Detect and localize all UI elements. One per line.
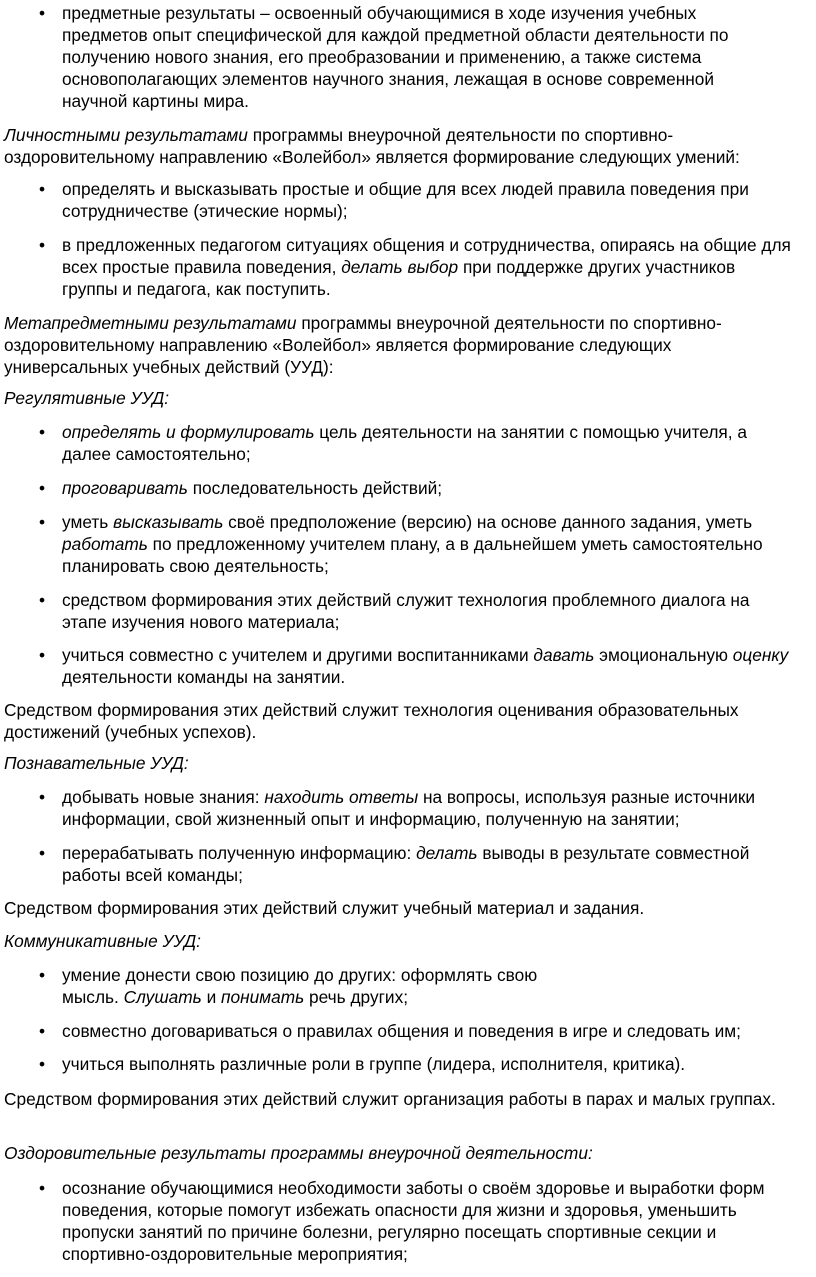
list-item-text: при поддержке других участников группы и педагога, как поступить. bbox=[62, 257, 736, 299]
heading-regulatory: Регулятивные УУД: bbox=[4, 388, 170, 408]
bullet-icon: • bbox=[38, 1021, 46, 1041]
bullet-icon: • bbox=[38, 512, 46, 532]
list-item-text: в предложенных педагогом ситуациях общения и сотрудничества, опираясь на общие для всех простые правила поведения, bbox=[62, 235, 791, 277]
paragraph-personal-results bbox=[4, 124, 794, 168]
emphasis-text: Метапредметными результатами bbox=[4, 313, 297, 333]
bullet-list-cognitive-2 bbox=[4, 842, 794, 886]
emphasis-text: давать bbox=[533, 645, 595, 665]
bullet-icon: • bbox=[38, 3, 46, 23]
list-item-text: добывать новые знания: bbox=[62, 787, 265, 807]
paragraph-regulatory-means: Средством формирования этих действий служит технология оценивания образовательных достижений (учебных успехов). bbox=[4, 700, 739, 742]
list-item bbox=[4, 786, 794, 830]
emphasis-text: оценку bbox=[732, 645, 789, 665]
list-item-text: осознание обучающимися необходимости заботы о своём здоровье и выработки форм поведения, которые помогут избежать опасности для жизни и здоровья, уменьшить пропуски занятий по причине болезни, регулярно посещать спортивные секции и спортивно-оздоровительные мероприятия; bbox=[62, 1178, 765, 1264]
list-item-text: своё предположение (версию) на основе данного задания, уметь bbox=[223, 512, 753, 532]
list-item-text: учиться выполнять различные роли в группе (лидера, исполнителя, критика). bbox=[62, 1054, 686, 1074]
paragraph-communicative-means: Средством формирования этих действий служит организация работы в парах и малых группах. bbox=[4, 1089, 776, 1109]
list-item bbox=[4, 1177, 794, 1265]
bullet-icon: • bbox=[38, 645, 46, 665]
list-item-text: эмоциональную bbox=[594, 645, 733, 665]
emphasis-text: работать bbox=[62, 534, 148, 554]
emphasis-text: понимать bbox=[221, 987, 305, 1007]
list-item-text: совместно договариваться о правилах общения и поведения в игре и следовать им; bbox=[62, 1021, 741, 1041]
list-item-text: учиться совместно с учителем и другими воспитанниками bbox=[62, 645, 534, 665]
list-item bbox=[4, 644, 794, 688]
list-item bbox=[4, 589, 794, 633]
emphasis-text: Личностными результатами bbox=[4, 125, 248, 145]
list-item bbox=[4, 421, 794, 465]
emphasis-text: определять и формулировать bbox=[62, 422, 315, 442]
list-item bbox=[4, 234, 794, 300]
list-item bbox=[4, 964, 594, 1008]
heading-communicative: Коммуникативные УУД: bbox=[4, 931, 201, 951]
bullet-icon: • bbox=[38, 235, 46, 255]
list-item bbox=[4, 511, 764, 577]
list-item-text: предметные результаты – освоенный обучающимися в ходе изучения учебных предметов опыт специфической для каждой предметной области деятельности по получению нового знания, его преобразовании и применению, а также система основополагающих элементов научного знания, лежащая в основе современной научной картины мира. bbox=[62, 3, 729, 111]
bullet-list-cognitive-1 bbox=[4, 786, 794, 830]
heading-cognitive: Познавательные УУД: bbox=[4, 753, 189, 773]
list-item-text: речь других; bbox=[304, 987, 409, 1007]
list-item-text: и bbox=[201, 987, 222, 1007]
bullet-icon: • bbox=[38, 843, 46, 863]
list-item bbox=[4, 477, 794, 499]
bullet-list-results bbox=[4, 2, 784, 112]
bullet-icon: • bbox=[38, 965, 46, 985]
list-item-text: выводы в результате совместной работы всей команды; bbox=[62, 843, 750, 885]
list-item-text: на вопросы, используя разные источники информации, свой жизненный опыт и информацию, полученную на занятии; bbox=[62, 787, 756, 829]
bullet-list-regulatory-5 bbox=[4, 644, 794, 688]
bullet-list-health bbox=[4, 1177, 794, 1265]
bullet-list-regulatory-4 bbox=[4, 589, 794, 633]
list-item-text: определять и высказывать простые и общие для всех людей правила поведения при сотрудничестве (этические нормы); bbox=[62, 179, 749, 221]
bullet-icon: • bbox=[38, 422, 46, 442]
list-item-text: умение донести свою позицию до других: оформлять свою мысль. bbox=[62, 965, 538, 1007]
list-item bbox=[4, 2, 784, 112]
list-item bbox=[4, 842, 794, 886]
paragraph-text: программы внеурочной деятельности по спортивно-оздоровительному направлению «Волейбол» является формирование следующих универсальных учебных действий (УУД): bbox=[4, 313, 722, 377]
bullet-list-regulatory-1 bbox=[4, 421, 794, 465]
emphasis-text: высказывать bbox=[113, 512, 224, 532]
emphasis-text: делать bbox=[416, 843, 478, 863]
list-item-text: средством формирования этих действий служит технология проблемного диалога на этапе изучения нового материала; bbox=[62, 590, 750, 632]
paragraph-metasubject-results bbox=[4, 312, 794, 378]
list-item-text: уметь bbox=[62, 512, 114, 532]
emphasis-text: проговаривать bbox=[62, 478, 188, 498]
bullet-list-regulatory-2 bbox=[4, 477, 794, 499]
list-item bbox=[4, 1020, 806, 1042]
bullet-list-personal-2 bbox=[4, 234, 794, 300]
list-item-text: цель деятельности на занятии с помощью учителя, а далее самостоятельно; bbox=[62, 422, 747, 464]
bullet-icon: • bbox=[38, 787, 46, 807]
list-item-text: перерабатывать полученную информацию: bbox=[62, 843, 417, 863]
bullet-icon: • bbox=[38, 179, 46, 199]
list-item-text: последовательность действий; bbox=[187, 478, 443, 498]
bullet-icon: • bbox=[38, 1178, 46, 1198]
bullet-icon: • bbox=[38, 1054, 46, 1074]
paragraph-text: программы внеурочной деятельности по спортивно-оздоровительному направлению «Волейбол» является формирование следующих умений: bbox=[4, 125, 740, 167]
emphasis-text: Слушать bbox=[123, 987, 202, 1007]
emphasis-text: делать выбор bbox=[341, 257, 459, 277]
bullet-list-communicative-2 bbox=[4, 1020, 806, 1042]
list-item-text: деятельности команды на занятии. bbox=[62, 667, 346, 687]
bullet-list-regulatory-3 bbox=[4, 511, 764, 577]
list-item bbox=[4, 178, 794, 222]
list-item-text: по предложенному учителем плану, а в дальнейшем уметь самостоятельно планировать свою деятельность; bbox=[62, 534, 763, 576]
paragraph-cognitive-means: Средством формирования этих действий служит учебный материал и задания. bbox=[4, 898, 645, 918]
bullet-icon: • bbox=[38, 478, 46, 498]
bullet-icon: • bbox=[38, 590, 46, 610]
bullet-list-personal bbox=[4, 178, 794, 222]
list-item bbox=[4, 1053, 794, 1075]
emphasis-text: находить ответы bbox=[264, 787, 419, 807]
bullet-list-communicative-3 bbox=[4, 1053, 794, 1075]
bullet-list-communicative-1 bbox=[4, 964, 594, 1008]
heading-health-results: Оздоровительные результаты программы внеурочной деятельности: bbox=[4, 1143, 593, 1163]
